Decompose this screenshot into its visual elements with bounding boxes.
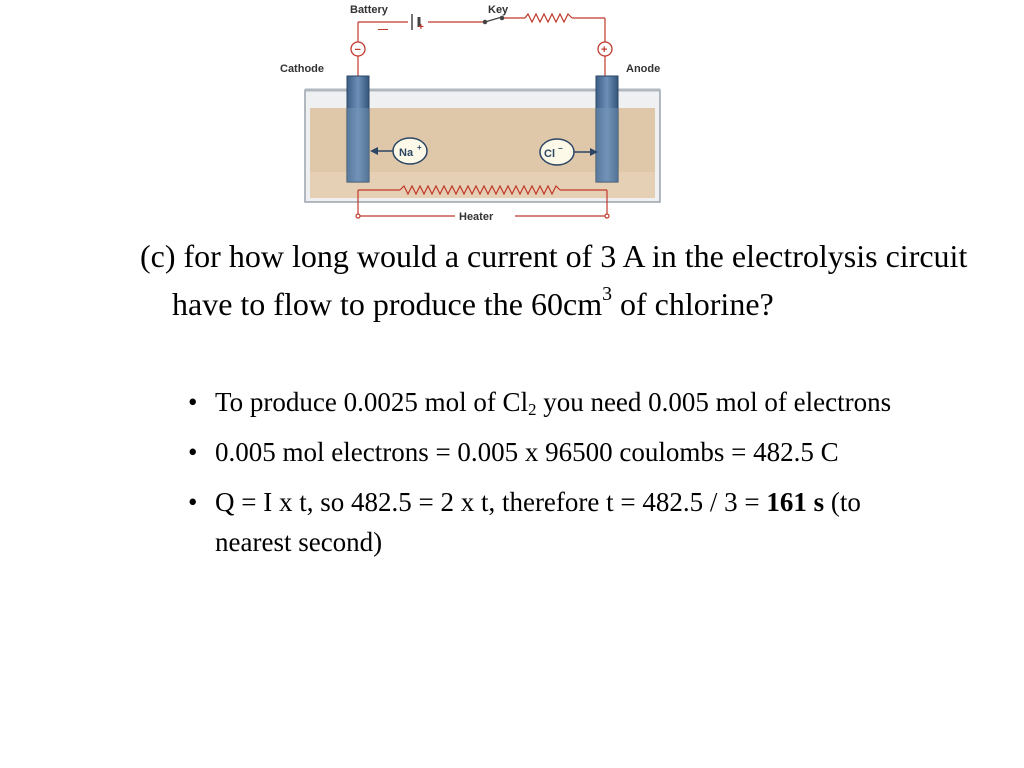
sodium-ion-charge: +: [417, 143, 422, 152]
question-text: [140, 232, 972, 328]
battery-minus: —: [378, 24, 388, 35]
sodium-ion-symbol: Na: [399, 147, 414, 159]
electrolysis-diagram: [270, 0, 690, 228]
anode-terminal: [598, 42, 612, 56]
question-prefix: (c) for how long would a current of 3 A in the electrolysis circuit have to flow to produce the 60cm: [140, 238, 968, 322]
chloride-ion-symbol: Cl: [544, 148, 555, 160]
cathode-electrode: [347, 76, 369, 182]
key-label: Key: [488, 4, 509, 16]
bullet2-text: 0.005 mol electrons = 0.005 x 96500 coulombs = 482.5 C: [215, 437, 839, 467]
cathode-terminal: [351, 42, 365, 56]
bullet-item-time-calculation: [188, 482, 928, 562]
cathode-sign: −: [354, 44, 361, 56]
anode-sign: +: [601, 44, 608, 56]
bullet-item-coulombs: [188, 432, 928, 472]
anode-label: Anode: [626, 63, 661, 75]
bullet3-text-b: (to nearest second): [215, 487, 861, 557]
anode-electrode: [596, 76, 618, 182]
bullet-dot-icon: •: [188, 387, 198, 417]
bullet1-subscript: 2: [528, 400, 537, 420]
battery-label: Battery: [350, 4, 388, 16]
question-suffix: of chlorine?: [612, 286, 774, 322]
bullet1-text-a: To produce 0.0025 mol of Cl: [215, 387, 529, 417]
bullet-item-electrons-needed: [188, 382, 928, 422]
key-switch: [483, 16, 503, 23]
bullet1-text-b: you need 0.005 mol of electrons: [536, 387, 892, 417]
bullet-dot-icon: •: [188, 487, 198, 517]
battery-plus: +: [418, 22, 424, 33]
bullet3-answer: 161 s: [766, 487, 825, 517]
chloride-ion-charge: −: [558, 144, 563, 153]
circuit-wires: [358, 14, 608, 76]
cathode-label: Cathode: [280, 63, 324, 75]
answer-bullet-list: [188, 382, 928, 572]
heater-label: Heater: [459, 211, 494, 223]
question-superscript: 3: [602, 283, 613, 306]
bullet3-text-a: Q = I x t, so 482.5 = 2 x t, therefore t = 482.5 / 3 =: [215, 487, 767, 517]
bullet-dot-icon: •: [188, 437, 198, 467]
